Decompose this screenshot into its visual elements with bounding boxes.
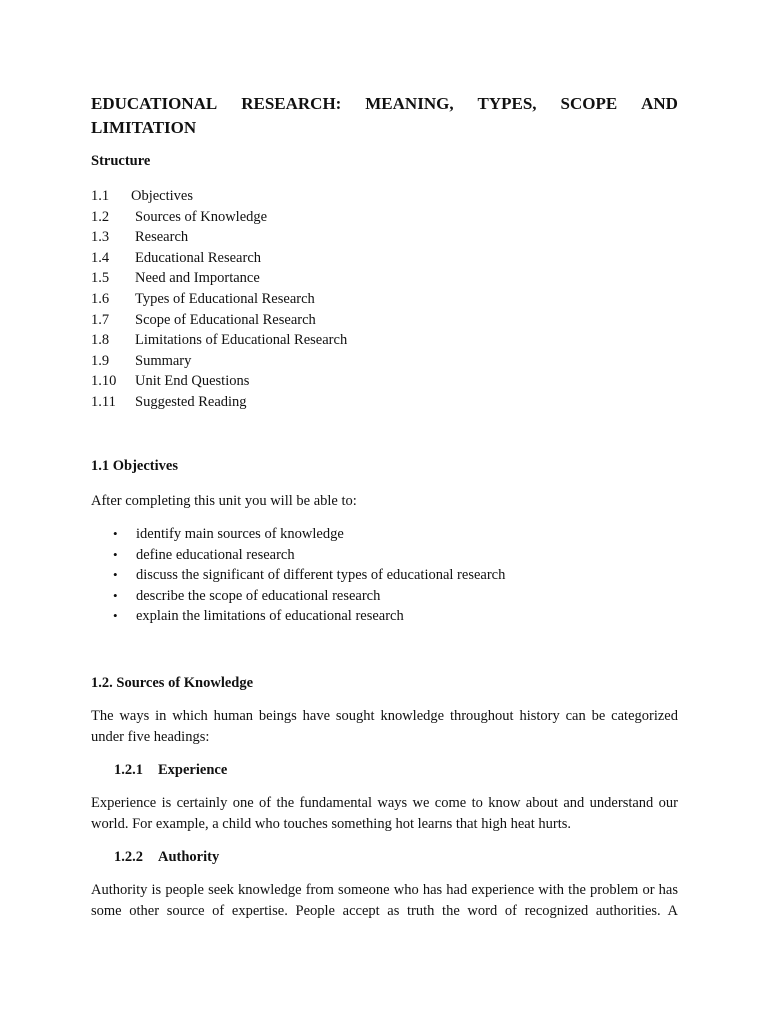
toc-number: 1.2: [91, 208, 110, 225]
toc-label: Scope of Educational Research: [135, 311, 316, 328]
objective-text: identify main sources of knowledge: [136, 526, 344, 542]
objective-text: define educational research: [136, 546, 295, 563]
bullet-icon: •: [113, 587, 118, 603]
toc-number: 1.9: [91, 352, 110, 369]
toc-item: [91, 227, 347, 248]
authority-heading: [114, 849, 219, 866]
title-word: SCOPE: [560, 94, 618, 113]
objective-text: describe the scope of educational research: [136, 587, 381, 604]
list-item: [113, 545, 505, 566]
toc-item: [91, 392, 347, 413]
toc-label: Need and Importance: [135, 270, 260, 287]
toc-number: 1.4: [91, 249, 110, 266]
toc-label: Sources of Knowledge: [135, 208, 268, 225]
objective-text: discuss the significant of different types of educational research: [136, 567, 506, 584]
objectives-list: [113, 524, 505, 627]
title-word: AND: [641, 94, 678, 113]
toc-item: [91, 351, 347, 372]
toc-label: Research: [135, 229, 189, 246]
toc-item: [91, 248, 347, 269]
title-word: RESEARCH:: [241, 94, 342, 113]
bullet-icon: •: [113, 526, 118, 541]
toc-item: [91, 289, 347, 310]
table-of-contents: [91, 186, 347, 413]
experience-text: Experience is certainly one of the fundamental ways we come to know about and understand our world. For example, a child who touches something hot learns that high heat hurts.: [91, 795, 678, 832]
structure-heading: Structure: [91, 153, 151, 169]
bullet-icon: •: [113, 546, 118, 562]
toc-number: 1.11: [91, 393, 116, 410]
title-word: EDUCATIONAL: [91, 94, 218, 113]
section-number: 1.2.2: [114, 849, 143, 865]
toc-label: Objectives: [131, 188, 194, 204]
title-line-2: LIMITATION: [91, 118, 197, 137]
toc-number: 1.5: [91, 270, 110, 287]
title-word: MEANING,: [365, 94, 454, 113]
toc-item: [91, 371, 347, 392]
toc-label: Educational Research: [135, 249, 262, 266]
toc-label: Types of Educational Research: [135, 290, 315, 307]
toc-item: [91, 186, 347, 207]
objective-text: explain the limitations of educational research: [136, 608, 404, 625]
toc-item: [91, 330, 347, 351]
section-title: Experience: [158, 762, 228, 778]
bullet-icon: •: [113, 567, 118, 583]
toc-label: Limitations of Educational Research: [135, 332, 348, 349]
sources-heading: 1.2. Sources of Knowledge: [91, 675, 254, 691]
toc-label: Unit End Questions: [135, 373, 250, 390]
toc-label: Suggested Reading: [135, 393, 247, 410]
list-item: [113, 586, 505, 607]
toc-number: 1.1: [91, 188, 110, 204]
toc-label: Summary: [135, 352, 192, 369]
experience-heading: [114, 762, 227, 779]
toc-number: 1.7: [91, 311, 110, 328]
section-number: 1.2.1: [114, 762, 143, 778]
list-item: [113, 606, 505, 627]
toc-number: 1.6: [91, 290, 110, 307]
title-word: TYPES,: [477, 94, 537, 113]
section-title: Authority: [158, 849, 220, 865]
list-item: [113, 524, 505, 545]
bullet-icon: •: [113, 608, 118, 624]
list-item: [113, 565, 505, 586]
document-title: [91, 92, 678, 140]
toc-number: 1.8: [91, 332, 110, 349]
toc-number: 1.10: [91, 373, 117, 390]
toc-item: [91, 207, 347, 228]
objectives-intro: After completing this unit you will be able to:: [91, 493, 357, 509]
objectives-heading: 1.1 Objectives: [91, 458, 178, 474]
title-line-1: [91, 92, 678, 116]
toc-item: [91, 268, 347, 289]
sources-intro: The ways in which human beings have sought knowledge throughout history can be categorized under five headings:: [91, 708, 678, 745]
toc-number: 1.3: [91, 229, 110, 246]
toc-item: [91, 310, 347, 331]
authority-text: Authority is people seek knowledge from someone who has had experience with the problem or has some other source of expertise. People accept as truth the word of recognized authorities. A: [91, 882, 678, 919]
